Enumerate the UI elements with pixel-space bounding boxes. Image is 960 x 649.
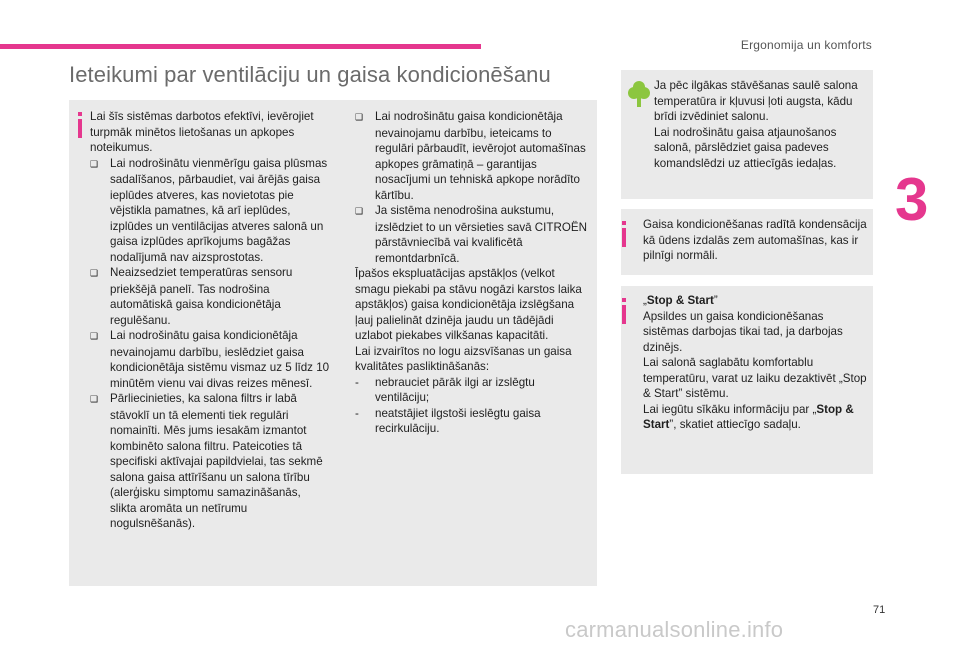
stop-start-text-3: Lai iegūtu sīkāku informāciju par „Stop & Start”, skatiet attiecīgo sadaļu. [643,402,854,431]
advice-box [69,100,597,586]
avoid-fogging-text: Lai izvairītos no logu aizsvīšanas un gaisa kvalitātes pasliktināšanās: [355,344,572,373]
bullet-icon: ❑ [90,268,99,278]
eco-tip-text-2: Lai nodrošinātu gaisa atjaunošanos salonā, pārslēdziet gaisa padeves komandslēdzi uz attiecīgās iedaļas. [654,125,837,170]
info-icon [622,298,626,324]
info-icon [78,112,82,138]
stop-start-text-1: Apsildes un gaisa kondicionēšanas sistēmas darbojas tikai tad, ja darbojas dzinējs. [643,309,843,354]
eco-tip-text-1: Ja pēc ilgākas stāvēšanas saulē salona temperatūra ir kļuvusi ļoti augsta, kādu brīdi izvēdiniet salonu. [654,79,858,123]
info-icon [622,221,626,247]
bullet-icon: ❑ [90,394,99,404]
list-item: ❑ Lai nodrošinātu gaisa kondicionētāja nevainojamu darbību, ieteicams to regulāri pārbaudīt, ievērojot automašīnas apkopes grāmatiņā – garantijas nosacījumi un tehniskā apkope norādīto kārtību. [355,110,586,202]
stop-start-text-2: Lai salonā saglabātu komfortablu temperatūru, varat uz laiku dezaktivēt „Stop & Start” sistēmu. [643,356,867,400]
page-title: Ieteikumi par ventilāciju un gaisa kondicionēšanu [69,62,551,87]
tree-icon [628,80,650,108]
eco-tip-box [621,70,873,199]
special-conditions-text: Īpašos ekspluatācijas apstākļos (velkot smagu piekabi pa stāvu nogāzi karstos laika apstākļos) gaisa kondicionētāja izslēgšana ļauj palielināt dzinēja jaudu un tādējādi uzlabot piekabes vilkšanas kapacitāti. [355,267,582,342]
condensation-text: Gaisa kondicionēšanas radītā kondensācija kā ūdens izdalās zem automašīnas, kas ir pilnīgi normāli. [643,218,867,262]
watermark: carmanualsonline.info [565,617,784,642]
stop-start-title: „Stop & Start” [643,294,718,307]
page-number: 71 [873,604,886,616]
list-item: ❑ Ja sistēma nenodrošina aukstumu, izslēdziet to un vērsieties savā CITROËN pārstāvniecībā vai kvalificētā remontdarbnīcā. [355,204,587,265]
list-item: ❑ Pārliecinieties, ka salona filtrs ir labā stāvoklī un tā elementi tiek regulāri nomainīti. Mēs jums iesakām izmantot kombinēto salona filtru. Pateicoties tā specifiski aktīvajai papildvielai, tas sekmē salona gaisa attīrīšanu un salona tīrību (alerģisku simptomu samazināšanās, slikta aromāta un netīrumu nogulsnēšanās). [90,392,323,530]
list-item: - nebrauciet pārāk ilgi ar izslēgtu ventilāciju; [355,375,535,404]
list-item: ❑ Neaizsedziet temperatūras sensoru priekšējā panelī. Tas nodrošina automātiskā gaisa kondicionētāja regulēšanu. [90,266,293,327]
bullet-icon: ❑ [355,112,364,122]
stop-start-info-box [621,286,873,474]
advice-column-1 [90,109,330,532]
condensation-info-box [621,209,873,275]
section-title: Ergonomija un komforts [740,38,872,52]
bullet-icon: ❑ [90,331,99,341]
bullet-icon: ❑ [90,158,99,169]
header-accent-bar [0,44,481,49]
advice-column-2 [355,109,589,437]
list-item: ❑ Lai nodrošinātu gaisa kondicionētāja nevainojamu darbību, ieslēdziet gaisa kondicionētāja sistēmu vismaz uz 5 līdz 10 minūtēm vienu vai divas reizes mēnesī. [90,329,330,390]
list-item: - neatstājiet ilgstoši ieslēgtu gaisa recirkulāciju. [355,406,541,435]
chapter-number: 3 [895,166,929,233]
list-item: ❑ Lai nodrošinātu vienmērīgu gaisa plūsmas sadalīšanos, pārbaudiet, vai ārējās gaisa ieplūdes atveres, kas novietotas pie vējstikla pamatnes, kā arī ieplūdes, izplūdes un ventilācijas atveres salonā un gaisa izplūdes aprīkojums bagāžas nodalījumā nav aizsprostotas. [90,156,328,264]
bullet-icon: ❑ [355,206,364,216]
intro-text: Lai šīs sistēmas darbotos efektīvi, ievērojiet turpmāk minētos lietošanas un apkopes noteikumus. [90,110,314,154]
